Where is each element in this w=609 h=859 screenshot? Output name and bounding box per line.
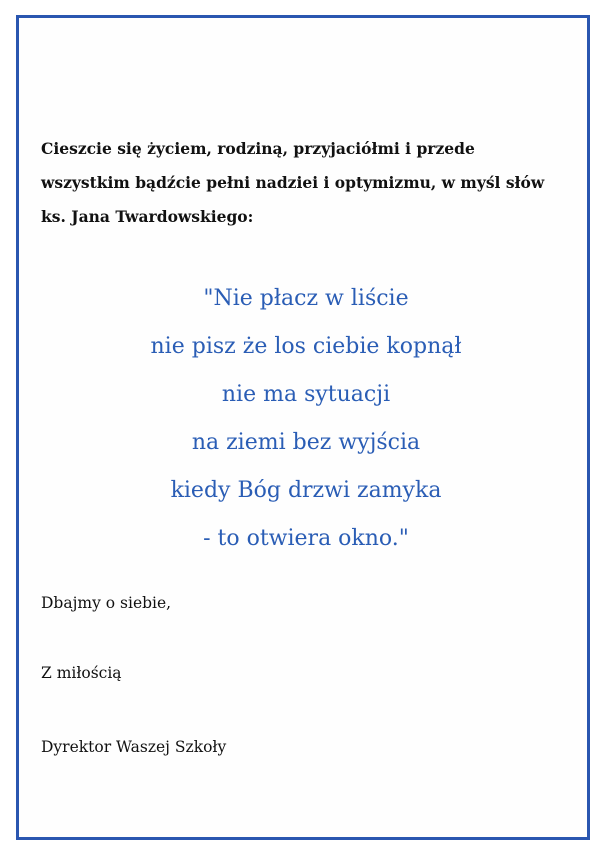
poem-quote: [16, 275, 596, 563]
intro-line: Cieszcie się życiem, rodziną, przyjaciółmi i przede: [41, 139, 475, 158]
poem-line: nie pisz że los ciebie kopnął: [150, 334, 462, 359]
intro-paragraph: [41, 132, 581, 234]
signature: Dyrektor Waszej Szkoły: [41, 738, 227, 756]
poem-line: - to otwiera okno.": [203, 526, 409, 551]
poem-line: na ziemi bez wyjścia: [191, 430, 421, 455]
poem-line: nie ma sytuacji: [221, 382, 391, 407]
poem-line: kiedy Bóg drzwi zamyka: [170, 478, 442, 503]
intro-line: ks. Jana Twardowskiego:: [41, 207, 254, 226]
intro-line: wszystkim bądźcie pełni nadziei i optymizmu, w myśl słów: [41, 173, 545, 192]
poem-line: "Nie płacz w liście: [203, 286, 409, 311]
closing-line-love: Z miłością: [41, 664, 122, 682]
closing-line-care: Dbajmy o siebie,: [41, 594, 172, 612]
